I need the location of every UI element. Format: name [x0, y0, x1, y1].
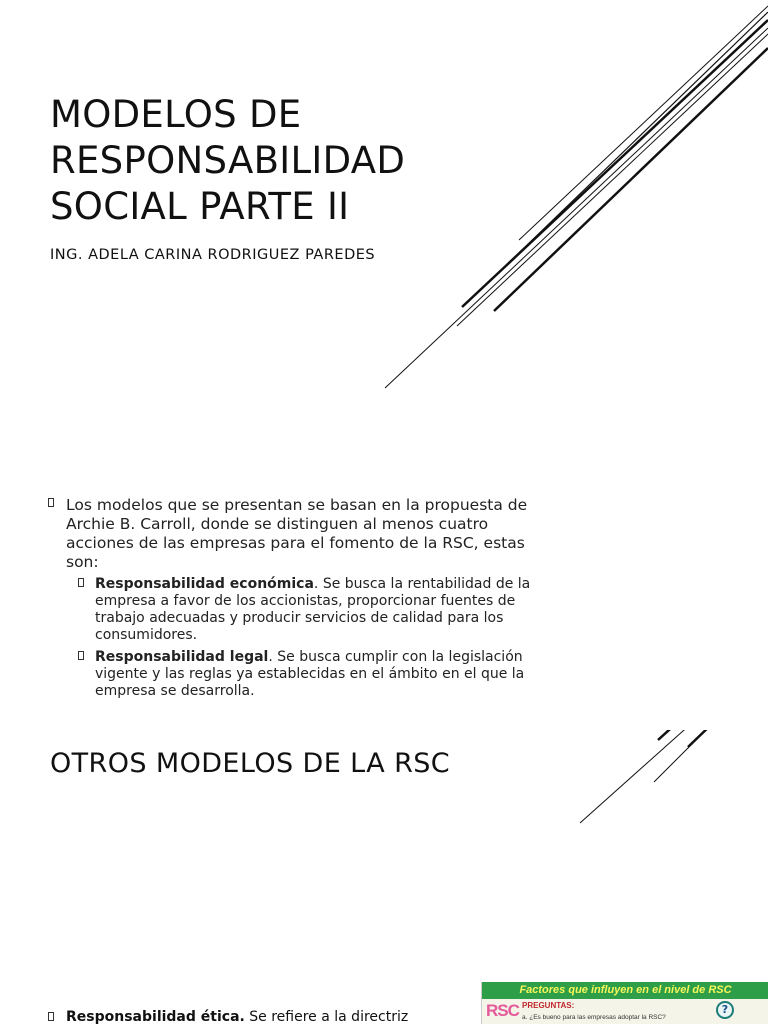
list-item	[78, 576, 548, 644]
bullet-square-icon	[78, 651, 84, 660]
question-mark-icon: ?	[716, 1001, 734, 1019]
rsc-logo: RSC	[486, 1001, 519, 1020]
section-slide	[0, 730, 768, 1024]
term-description: . Se busca cumplir con la legislación vigente y las reglas ya establecidas en el ámbito en el que la empresa se desarrolla.	[95, 649, 525, 699]
rsc-factors-image	[481, 982, 768, 1024]
list-item	[78, 649, 548, 700]
term-label: Responsabilidad económica	[95, 576, 314, 592]
question-line: a. ¿Es bueno para las empresas adoptar la RSC?	[522, 1014, 666, 1021]
bullet-square-icon	[78, 578, 84, 587]
title-slide	[0, 0, 768, 440]
image-header: Factores que influyen en el nivel de RSC	[482, 982, 768, 999]
image-body	[482, 999, 768, 1024]
content-slide	[0, 440, 768, 730]
questions-label: PREGUNTAS:	[522, 1001, 575, 1010]
term-label: Responsabilidad legal	[95, 649, 269, 665]
bullet-square-icon	[48, 1012, 54, 1021]
term-label: Responsabilidad ética.	[66, 1009, 245, 1024]
intro-text: Los modelos que se presentan se basan en la propuesta de Archie B. Carroll, donde se distinguen al menos cuatro acciones de las empresas para el fomento de la RSC, estas son:	[66, 496, 528, 571]
slide-subtitle-author: ING. ADELA CARINA RODRIGUEZ PAREDES	[50, 247, 376, 263]
term-description: . Se busca la rentabilidad de la empresa a favor de los accionistas, proporcionar fuentes de trabajo adecuadas y producir servicios de calidad para los consumidores.	[95, 576, 531, 643]
sub-bullet-list	[66, 576, 548, 700]
bullet-square-icon	[48, 498, 54, 507]
term-description: Se refiere a la directriz	[244, 1009, 409, 1024]
slide-title: MODELOS DE RESPONSABILIDAD SOCIAL PARTE II	[50, 93, 406, 228]
bullet-list	[48, 496, 548, 705]
section-title: OTROS MODELOS DE LA RSC	[50, 748, 451, 779]
list-item	[48, 1009, 408, 1024]
list-item	[48, 496, 548, 700]
